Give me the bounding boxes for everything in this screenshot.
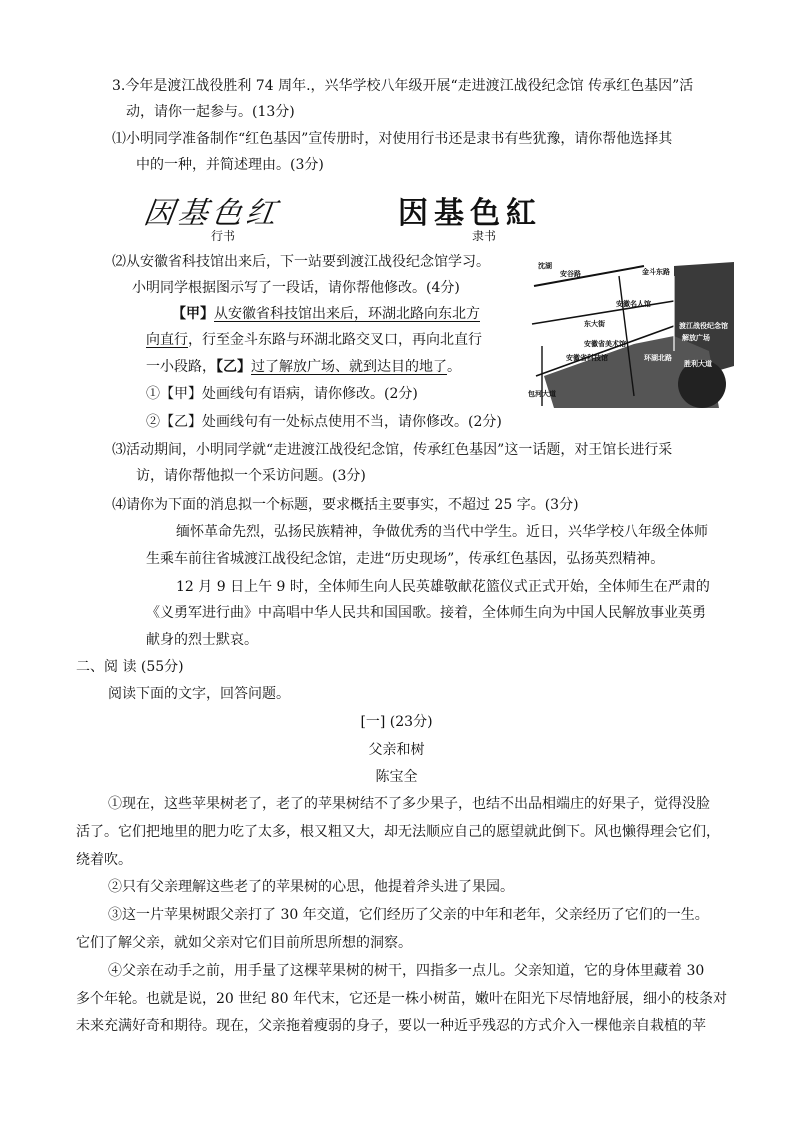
map-label-h: 安徽省美术馆 [584, 340, 626, 348]
article-title: 父亲和树 [368, 742, 425, 758]
q3-sub4: ⑷请你为下面的消息拟一个标题，要求概括主要事实，不超过 25 字。(3分) [112, 497, 579, 513]
article-author: 陈宝全 [375, 769, 418, 785]
calligraphy-lishu: 因基色紅 [398, 196, 542, 231]
passage-jia-line-1 [172, 304, 480, 324]
article-p4-line-1: ④父亲在动手之前，用手量了这棵苹果树的树干，四指多一点儿。父亲知道，它的身体里藏着 30 [108, 963, 705, 979]
route-map-figure [524, 256, 734, 408]
yi-end: 。 [447, 359, 461, 375]
news-p2-line-2: 《义勇军进行曲》中高唱中华人民共和国国歌。接着，全体师生向为中国人民解放事业英勇 [146, 605, 706, 621]
map-label-d: 安徽名人馆 [616, 300, 651, 308]
part-label: [一] (23分) [360, 714, 433, 730]
news-p2-line-3: 献身的烈士默哀。 [146, 632, 258, 648]
route-map-svg [524, 256, 734, 408]
article-p4-line-3: 未来充满好奇和期待。现在，父亲拖着瘦弱的身子，要以一种近乎残忍的方式介入一棵他亲自栽植的苹 [76, 1018, 706, 1034]
map-label-i: 安徽省科技馆 [566, 354, 608, 362]
map-label-e: 东大街 [584, 320, 605, 328]
news-p1-line-1: 缅怀革命先烈，弘扬民族精神，争做优秀的当代中学生。近日，兴华学校八年级全体师 [176, 524, 708, 540]
calligraphy-xingshu: 因基色红 [141, 196, 283, 231]
jia-plain-d: 一小段路， [146, 359, 216, 375]
jia-underlined-a: 从安徽省科技馆出来后，环湖北路向东北方 [214, 306, 480, 322]
jia-plain-c: ，行至金斗东路与环湖北路交叉口，再向北直行 [188, 332, 482, 348]
map-label-c: 金斗东路 [642, 268, 670, 276]
q3-sub1-line-1: ⑴小明同学准备制作“红色基因”宣传册时，对使用行书还是隶书有些犹豫，请你帮他选择其 [112, 131, 673, 147]
q3-sub3-line-2: 访，请你帮他拟一个采访问题。(3分) [136, 468, 366, 484]
q3-sub1-line-2: 中的一种，并简述理由。(3分) [136, 157, 324, 173]
article-p3-line-1: ③这一片苹果树跟父亲打了 30 年交道，它们经历了父亲的中年和老年，父亲经历了它们的一生。 [108, 907, 709, 923]
q3-intro-line-1: 3.今年是渡江战役胜利 74 周年.，兴华学校八年级开展“走进渡江战役纪念馆 传承红色基因”活 [112, 78, 694, 94]
map-label-a: 沈湖 [538, 262, 552, 270]
yi-marker: 【乙】 [216, 359, 251, 375]
article-p2: ②只有父亲理解这些老了的苹果树的心思，他提着斧头进了果园。 [108, 879, 514, 895]
jia-marker: 【甲】 [172, 306, 214, 322]
q3-sub2-line-1: ⑵从安徽省科技馆出来后，下一站要到渡江战役纪念馆学习。 [112, 254, 490, 270]
map-label-k: 包河大道 [528, 390, 556, 398]
q3-intro-line-2: 动，请你一起参与。(13分) [126, 104, 295, 120]
lishu-caption: 隶书 [472, 229, 497, 243]
xingshu-caption: 行书 [211, 229, 236, 243]
article-p1-line-1: ①现在，这些苹果树老了，老了的苹果树结不了多少果子，也结不出品相端庄的好果子，觉得没脸 [108, 796, 710, 812]
article-p4-line-2: 多个年轮。也就是说，20 世纪 80 年代末，它还是一株小树苗，嫩叶在阳光下尽情地舒展，细小的枝条对 [76, 991, 727, 1007]
passage-jia-line-2 [146, 330, 482, 350]
map-label-b: 安谷路 [560, 270, 581, 278]
jia-underlined-b: 向直行 [146, 332, 188, 348]
map-label-l: 胜利大道 [684, 360, 712, 368]
article-p3-line-2: 它们了解父亲，就如父亲对它们目前所思所想的洞察。 [76, 935, 412, 951]
q3-sub2-line-2: 小明同学根据图示写了一段话，请你帮他修改。(4分) [132, 280, 460, 296]
section-heading: 二、阅 读 (55分) [76, 659, 184, 675]
task-b: ②【乙】处画线句有一处标点使用不当，请你修改。(2分) [146, 414, 502, 430]
map-label-g: 解放广场 [682, 334, 710, 342]
map-label-j: 环湖北路 [644, 354, 672, 362]
article-p1-line-3: 绕着吹。 [76, 852, 132, 868]
section-instruction: 阅读下面的文字，回答问题。 [108, 686, 290, 702]
yi-underlined: 过了解放广场、就到达目的地了 [251, 359, 447, 375]
map-label-f: 渡江战役纪念馆 [679, 322, 728, 330]
passage-yi-line [146, 357, 461, 377]
news-p2-line-1: 12 月 9 日上午 9 时，全体师生向人民英雄敬献花篮仪式正式开始，全体师生在严肃的 [176, 579, 710, 595]
news-p1-line-2: 生乘车前往省城渡江战役纪念馆，走进“历史现场”，传承红色基因，弘扬英烈精神。 [146, 551, 665, 567]
task-a: ①【甲】处画线句有语病，请你修改。(2分) [146, 386, 418, 402]
q3-sub3-line-1: ⑶活动期间，小明同学就“走进渡江战役纪念馆，传承红色基因”这一话题，对王馆长进行采 [112, 442, 673, 458]
article-p1-line-2: 活了。它们把地里的肥力吃了太多，根又粗又大，却无法顺应自己的愿望就此倒下。风也懒得理会它们， [76, 824, 720, 840]
